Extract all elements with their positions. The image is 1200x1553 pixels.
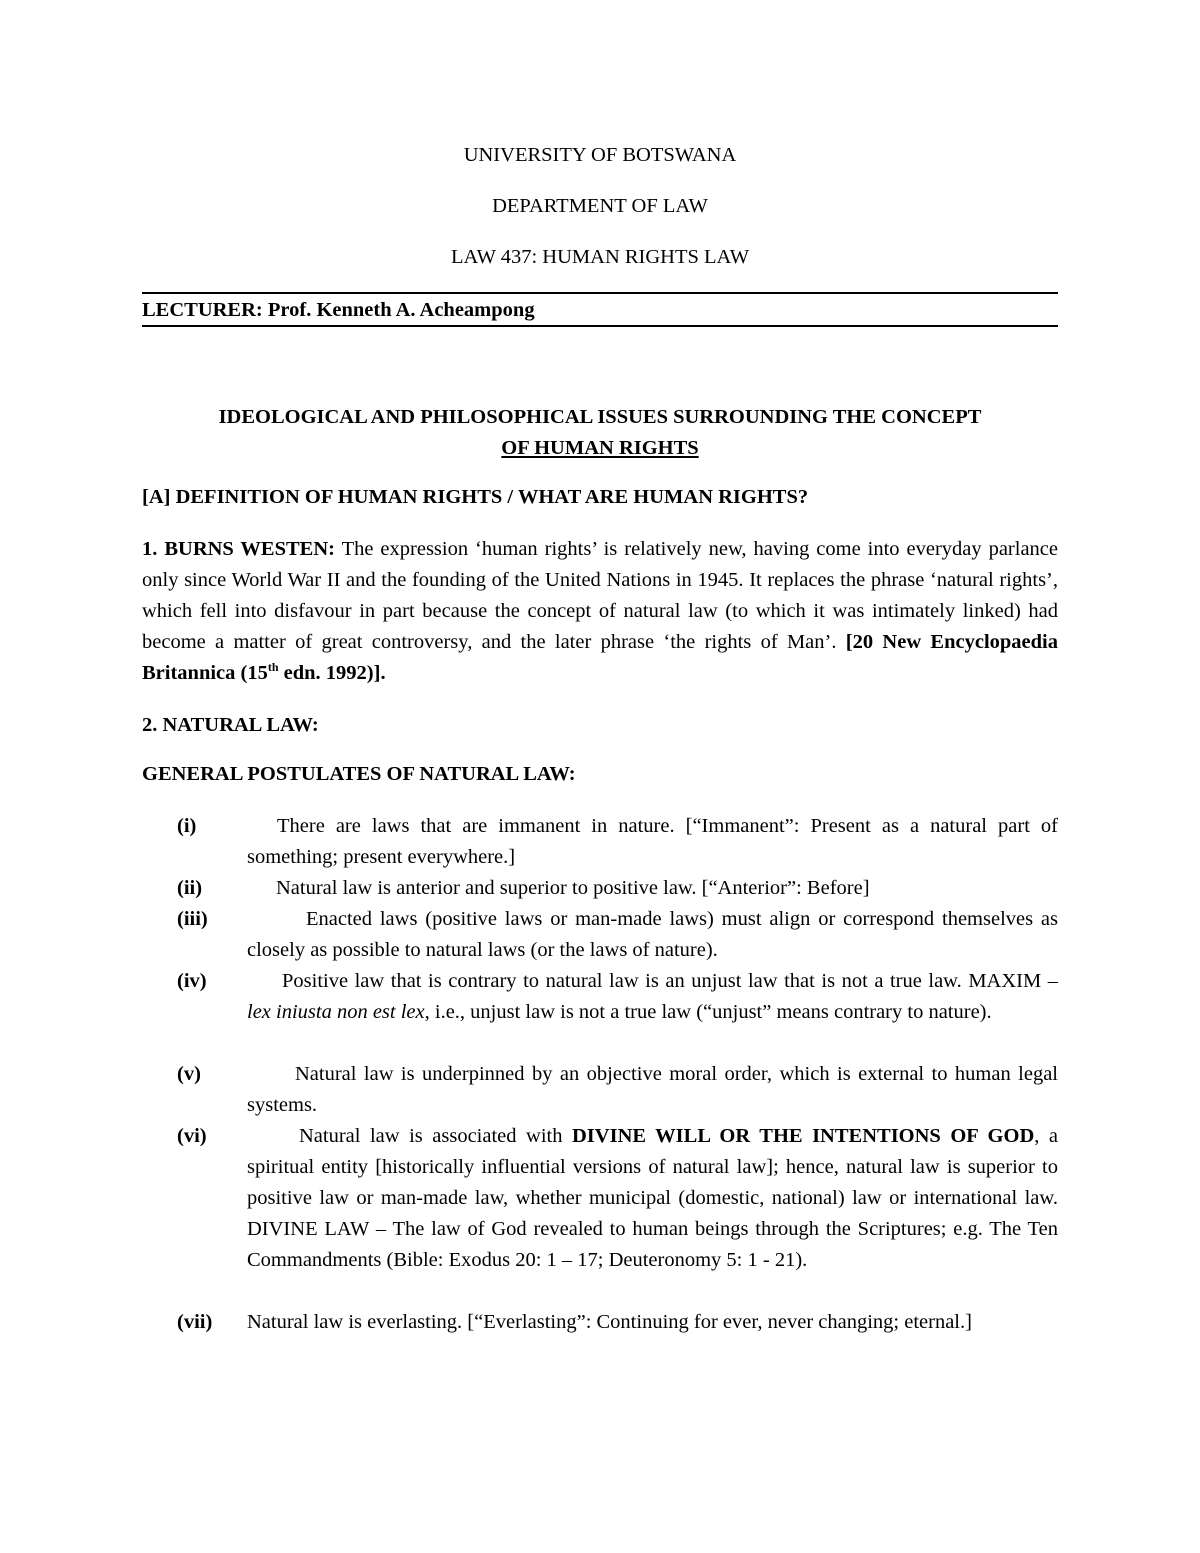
- postulate-number: (v): [177, 1063, 201, 1085]
- university-name: UNIVERSITY OF BOTSWANA: [463, 144, 737, 166]
- section-a-heading: [A] DEFINITION OF HUMAN RIGHTS / WHAT ARE HUMAN RIGHTS?: [142, 486, 809, 508]
- postulates-heading: GENERAL POSTULATES OF NATURAL LAW:: [142, 763, 576, 785]
- postulate-item: [142, 1307, 1058, 1338]
- postulate-number: (iii): [177, 908, 208, 930]
- document-title: [142, 402, 1058, 464]
- postulate-number: (iv): [177, 970, 207, 992]
- course-title: LAW 437: HUMAN RIGHTS LAW: [450, 246, 750, 268]
- burns-westen-text: The expression ‘human rights’ is relatively new, having come into everyday parlance only since World War II and the founding of the United Nations in 1945. It replaces the phrase ‘natural rights’, which fell into disfavour in part because the concept of natural law (to which it was intimately linked) had become a matter of great controversy, and the later phrase ‘the rights of Man’.: [142, 538, 1058, 653]
- citation-superscript: th: [267, 660, 279, 675]
- postulate-number: (vi): [177, 1125, 207, 1147]
- postulate-text: [247, 966, 1058, 1028]
- lecturer-line: LECTURER: Prof. Kenneth A. Acheampong: [142, 299, 535, 321]
- citation-part-a: [20 New Encyclopaedia Britannica (15: [142, 631, 1058, 684]
- postulate-item: [142, 1121, 1058, 1276]
- postulate-item: [142, 811, 1058, 873]
- postulate-text: There are laws that are immanent in nature. [“Immanent”: Present as a natural part of something; present everywhere.]: [247, 815, 1058, 868]
- citation-part-b: edn. 1992)].: [278, 662, 386, 684]
- postulate-number: (i): [177, 815, 197, 837]
- divine-will-emphasis: DIVINE WILL OR THE INTENTIONS OF GOD: [572, 1125, 1035, 1147]
- postulate-item: [142, 1059, 1058, 1121]
- postulate-item: [142, 966, 1058, 1028]
- postulate-text-part: Positive law that is contrary to natural law is an unjust law that is not a true law. MAXIM –: [282, 970, 1058, 992]
- department-name: DEPARTMENT OF LAW: [492, 195, 708, 217]
- postulate-number: (ii): [177, 877, 203, 899]
- postulate-text-part: , a spiritual entity [historically influential versions of natural law]; hence, natural law is superior to positive law or man-made law, whether municipal (domestic, national) law or international law. DIVINE LAW – The law of God revealed to human beings through the Scriptures; e.g. The Ten Commandments (Bible: Exodus 20: 1 – 17; Deuteronomy 5: 1 - 21).: [247, 1125, 1058, 1271]
- postulate-number: (vii): [177, 1311, 213, 1333]
- postulate-text: Natural law is anterior and superior to positive law. [“Anterior”: Before]: [276, 877, 870, 899]
- rule-top: [142, 292, 1058, 294]
- burns-westen-label: 1. BURNS WESTEN:: [142, 538, 335, 560]
- postulate-item: [142, 904, 1058, 966]
- title-line-1: IDEOLOGICAL AND PHILOSOPHICAL ISSUES SURROUNDING THE CONCEPT: [218, 406, 982, 428]
- paragraph-burns-westen: [142, 534, 1058, 689]
- postulate-text-part: , i.e., unjust law is not a true law (“unjust” means contrary to nature).: [424, 1001, 992, 1023]
- postulate-item: [142, 873, 1058, 904]
- title-line-2: OF HUMAN RIGHTS: [501, 437, 699, 459]
- rule-bottom: [142, 325, 1058, 327]
- postulate-text: Natural law is underpinned by an objective moral order, which is external to human legal systems.: [247, 1063, 1058, 1116]
- latin-maxim: lex iniusta non est lex: [247, 1001, 425, 1023]
- postulate-text: Enacted laws (positive laws or man-made laws) must align or correspond themselves as closely as possible to natural laws (or the laws of nature).: [247, 908, 1058, 961]
- postulate-text: Natural law is everlasting. [“Everlasting”: Continuing for ever, never changing; eternal.]: [247, 1311, 972, 1333]
- postulate-text: [247, 1121, 1058, 1276]
- postulate-text-part: Natural law is associated with: [299, 1125, 572, 1147]
- natural-law-heading: 2. NATURAL LAW:: [142, 714, 319, 736]
